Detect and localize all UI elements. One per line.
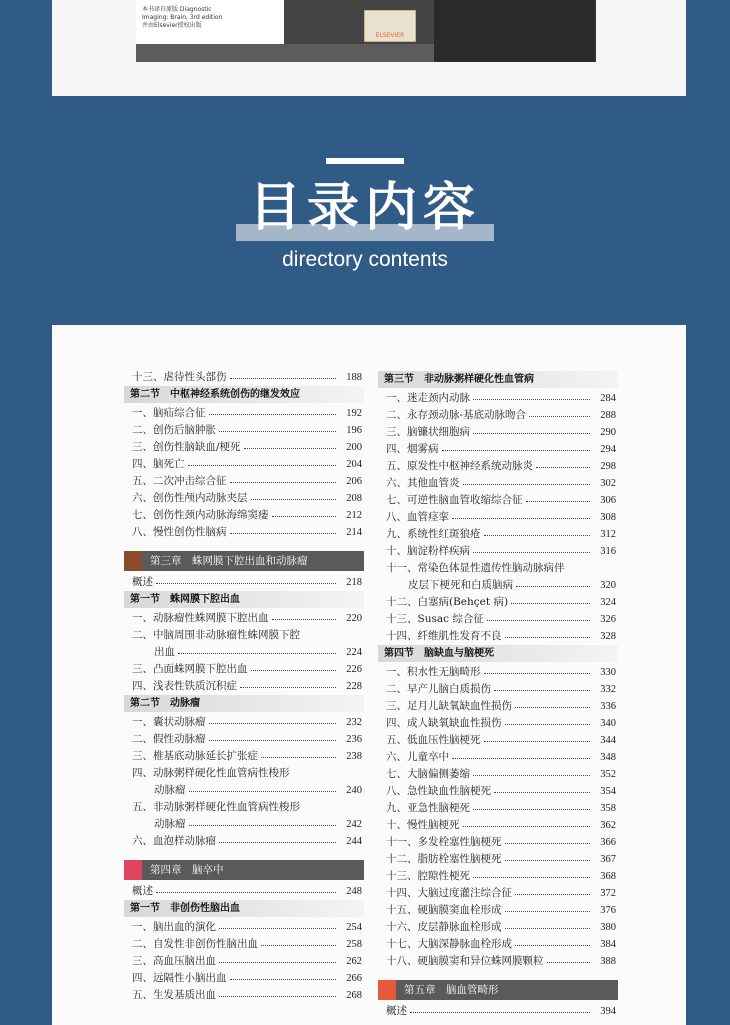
- toc-page-photo: [52, 325, 686, 1025]
- toc-entry-label: 六、儿童卒中: [386, 751, 449, 763]
- toc-leader-dots: [494, 791, 590, 793]
- toc-entry-label: 八、血管痉挛: [386, 511, 449, 523]
- toc-entry-label: 十一、多发栓塞性脑梗死: [386, 836, 502, 848]
- toc-page-number: 308: [600, 512, 616, 523]
- toc-entry-label: 一、动脉瘤性蛛网膜下腔出血: [132, 612, 269, 624]
- toc-entry-label: 十三、腔隙性梗死: [386, 870, 470, 882]
- toc-leader-dots: [452, 517, 590, 519]
- toc-chapter-label: 第三章 蛛网膜下腔出血和动脉瘤: [150, 555, 308, 567]
- toc-page-number: 212: [346, 510, 362, 521]
- toc-page-number: 188: [346, 372, 362, 383]
- toc-leader-dots: [261, 756, 336, 758]
- page-title: 目录内容: [248, 178, 481, 238]
- toc-leader-dots: [189, 790, 336, 792]
- toc-entry-label: 二、中脑周围非动脉瘤性蛛网膜下腔: [132, 629, 300, 641]
- toc-page-number: 218: [346, 577, 362, 588]
- toc-entry: [378, 509, 618, 526]
- toc-page-number: 358: [600, 803, 616, 814]
- toc-page-number: 214: [346, 527, 362, 538]
- toc-entry: [378, 577, 618, 594]
- toc-leader-dots: [219, 995, 336, 997]
- toc-leader-dots: [209, 739, 336, 741]
- book-cover-band: [136, 44, 434, 62]
- toc-section-heading: [124, 591, 364, 608]
- toc-entry-label: 四、脑死亡: [132, 458, 185, 470]
- toc-page-number: 208: [346, 493, 362, 504]
- toc-entry-label: 八、急性缺血性脑梗死: [386, 785, 491, 797]
- toc-leader-dots: [442, 449, 590, 451]
- toc-section-heading: [124, 900, 364, 917]
- toc-leader-dots: [178, 652, 336, 654]
- toc-page-number: 248: [346, 886, 362, 897]
- toc-page-number: 262: [346, 956, 362, 967]
- toc-entry-label: 五、低血压性脑梗死: [386, 734, 481, 746]
- toc-entry-label: 四、远隔性小脑出血: [132, 972, 227, 984]
- toc-entry-label: 四、动脉粥样硬化性血管病性梭形: [132, 767, 290, 779]
- toc-section-heading: [124, 695, 364, 712]
- toc-page-number: 244: [346, 836, 362, 847]
- toc-entry-label: 三、创伤性脑缺血/梗死: [132, 441, 241, 453]
- toc-entry: [124, 507, 364, 524]
- toc-leader-dots: [244, 447, 336, 449]
- toc-entry-label: 七、创伤性颈内动脉海绵窦瘘: [132, 509, 269, 521]
- toc-leader-dots: [505, 859, 590, 861]
- toc-leader-dots: [209, 413, 336, 415]
- toc-entry-label: 三、足月儿缺氧缺血性损伤: [386, 700, 512, 712]
- toc-page-number: 336: [600, 701, 616, 712]
- toc-entry-label: 二、永存颈动脉-基底动脉吻合: [386, 409, 527, 421]
- toc-entry: [124, 936, 364, 953]
- toc-entry: [378, 698, 618, 715]
- toc-entry: [124, 610, 364, 627]
- toc-entry: [124, 524, 364, 541]
- toc-entry: [124, 748, 364, 765]
- toc-entry-label: 五、二次冲击综合征: [132, 475, 227, 487]
- toc-leader-dots: [515, 944, 590, 946]
- toc-entry: [378, 749, 618, 766]
- toc-entry: [124, 678, 364, 695]
- toc-page-number: 266: [346, 973, 362, 984]
- toc-leader-dots: [240, 686, 336, 688]
- toc-entry-label: 二、早产儿脑白质损伤: [386, 683, 491, 695]
- toc-page-number: 384: [600, 939, 616, 950]
- toc-entry: [124, 799, 364, 816]
- toc-entry: [378, 834, 618, 851]
- toc-page-number: 328: [600, 631, 616, 642]
- toc-page-number: 192: [346, 408, 362, 419]
- toc-page-number: 242: [346, 819, 362, 830]
- toc-leader-dots: [487, 619, 590, 621]
- toc-entry-label: 二、假性动脉瘤: [132, 733, 206, 745]
- toc-leader-dots: [473, 876, 590, 878]
- toc-entry: [124, 765, 364, 782]
- toc-leader-dots: [505, 910, 590, 912]
- toc-entry: [378, 475, 618, 492]
- toc-entry-label: 十二、白塞病(Behçet 病): [386, 596, 509, 608]
- toc-entry: [124, 816, 364, 833]
- toc-entry: [378, 766, 618, 783]
- toc-page-number: 288: [600, 410, 616, 421]
- toc-entry: [378, 851, 618, 868]
- toc-entry-label: 十、脑淀粉样疾病: [386, 545, 470, 557]
- toc-leader-dots: [230, 377, 336, 379]
- toc-entry: [378, 783, 618, 800]
- toc-leader-dots: [505, 927, 590, 929]
- toc-leader-dots: [452, 757, 590, 759]
- toc-entry: [124, 953, 364, 970]
- toc-page-number: 238: [346, 751, 362, 762]
- toc-entry: [124, 714, 364, 731]
- toc-entry-label: 六、创伤性颅内动脉夹层: [132, 492, 248, 504]
- toc-entry-label: 十六、皮层静脉血栓形成: [386, 921, 502, 933]
- toc-leader-dots: [251, 498, 336, 500]
- toc-entry: [124, 883, 364, 900]
- toc-leader-dots: [484, 672, 590, 674]
- title-accent-bar: [326, 158, 404, 164]
- toc-entry-label: 二、自发性非创伤性脑出血: [132, 938, 258, 950]
- toc-entry: [124, 661, 364, 678]
- toc-leader-dots: [156, 582, 336, 584]
- toc-entry-label: 概述: [132, 576, 153, 588]
- toc-entry-label: 三、高血压脑出血: [132, 955, 216, 967]
- toc-entry: [124, 473, 364, 490]
- toc-page-number: 200: [346, 442, 362, 453]
- toc-leader-dots: [505, 842, 590, 844]
- toc-leader-dots: [494, 689, 590, 691]
- toc-page-number: 220: [346, 613, 362, 624]
- toc-entry-label: 十、慢性脑梗死: [386, 819, 460, 831]
- toc-leader-dots: [251, 669, 336, 671]
- toc-page-number: 376: [600, 905, 616, 916]
- toc-page-number: 290: [600, 427, 616, 438]
- toc-entry: [378, 594, 618, 611]
- toc-leader-dots: [473, 808, 590, 810]
- toc-entry: [378, 424, 618, 441]
- toc-entry: [378, 390, 618, 407]
- toc-entry-label: 十二、脂肪栓塞性脑梗死: [386, 853, 502, 865]
- toc-entry: [378, 936, 618, 953]
- toc-section-label: 第二节 中枢神经系统创伤的继发效应: [130, 389, 300, 400]
- toc-entry-label: 五、原发性中枢神经系统动脉炎: [386, 460, 533, 472]
- toc-page-number: 380: [600, 922, 616, 933]
- toc-entry: [124, 919, 364, 936]
- toc-entry: [124, 782, 364, 799]
- toc-section-label: 第一节 非创伤性脑出血: [130, 903, 240, 914]
- toc-section-label: 第三节 非动脉粥样硬化性血管病: [384, 374, 534, 385]
- toc-entry-label: 概述: [386, 1005, 407, 1017]
- toc-entry: [124, 574, 364, 591]
- toc-entry-label: 六、其他血管炎: [386, 477, 460, 489]
- toc-leader-dots: [219, 841, 336, 843]
- toc-leader-dots: [272, 515, 336, 517]
- toc-entry: [378, 543, 618, 560]
- toc-page-number: 224: [346, 647, 362, 658]
- toc-leader-dots: [219, 927, 336, 929]
- toc-entry-label: 动脉瘤: [154, 784, 186, 796]
- toc-leader-dots: [219, 961, 336, 963]
- publisher-logo-text: ELSEVIER: [375, 32, 405, 39]
- toc-page-number: 368: [600, 871, 616, 882]
- toc-entry: [124, 644, 364, 661]
- toc-entry: [124, 369, 364, 386]
- toc-entry-label: 动脉瘤: [154, 818, 186, 830]
- toc-entry-label: 五、非动脉粥样硬化性血管病性梭形: [132, 801, 300, 813]
- toc-leader-dots: [272, 618, 336, 620]
- toc-page-number: 236: [346, 734, 362, 745]
- toc-leader-dots: [505, 723, 590, 725]
- toc-leader-dots: [547, 961, 590, 963]
- toc-page-number: 340: [600, 718, 616, 729]
- toc-entry-label: 一、脑疝综合征: [132, 407, 206, 419]
- toc-leader-dots: [156, 891, 336, 893]
- toc-leader-dots: [261, 944, 336, 946]
- toc-entry: [378, 919, 618, 936]
- toc-section-heading: [124, 386, 364, 403]
- toc-entry: [378, 492, 618, 509]
- toc-entry: [124, 456, 364, 473]
- toc-entry: [124, 833, 364, 850]
- toc-entry: [124, 422, 364, 439]
- toc-entry: [378, 611, 618, 628]
- toc-page-number: 258: [346, 939, 362, 950]
- toc-page-number: 196: [346, 425, 362, 436]
- toc-page-number: 326: [600, 614, 616, 625]
- toc-leader-dots: [536, 466, 590, 468]
- toc-leader-dots: [230, 532, 336, 534]
- toc-page-number: 306: [600, 495, 616, 506]
- toc-entry-label: 十五、硬脑膜窦血栓形成: [386, 904, 502, 916]
- toc-page-number: 324: [600, 597, 616, 608]
- toc-page-number: 284: [600, 393, 616, 404]
- toc-section-label: 第四节 脑缺血与脑梗死: [384, 648, 494, 659]
- toc-page-number: 320: [600, 580, 616, 591]
- toc-entry-label: 七、可逆性脑血管收缩综合征: [386, 494, 523, 506]
- toc-entry-label: 五、生发基质出血: [132, 989, 216, 1001]
- toc-entry: [378, 868, 618, 885]
- toc-leader-dots: [529, 415, 590, 417]
- chapter-color-marker: [124, 551, 142, 571]
- toc-entry-label: 出血: [154, 646, 175, 658]
- toc-leader-dots: [473, 432, 590, 434]
- toc-leader-dots: [463, 483, 590, 485]
- toc-entry: [378, 664, 618, 681]
- toc-leader-dots: [484, 740, 590, 742]
- toc-section-label: 第二节 动脉瘤: [130, 698, 200, 709]
- toc-page-number: 332: [600, 684, 616, 695]
- toc-page-number: 204: [346, 459, 362, 470]
- toc-entry: [124, 987, 364, 1004]
- toc-page-number: 362: [600, 820, 616, 831]
- toc-entry: [378, 800, 618, 817]
- toc-leader-dots: [410, 1011, 590, 1013]
- toc-leader-dots: [473, 551, 590, 553]
- toc-entry-label: 七、大脑偏侧萎缩: [386, 768, 470, 780]
- toc-entry-label: 四、烟雾病: [386, 443, 439, 455]
- toc-entry-label: 四、浅表性铁质沉积症: [132, 680, 237, 692]
- toc-leader-dots: [189, 824, 336, 826]
- toc-entry: [378, 1003, 618, 1020]
- toc-page-number: 366: [600, 837, 616, 848]
- toc-entry: [124, 439, 364, 456]
- toc-entry-label: 十八、硬脑膜窦和异位蛛网膜颗粒: [386, 955, 544, 967]
- toc-page-number: 330: [600, 667, 616, 678]
- publisher-logo: [364, 10, 416, 42]
- toc-leader-dots: [473, 398, 590, 400]
- toc-leader-dots: [230, 481, 336, 483]
- toc-page-number: 394: [600, 1006, 616, 1017]
- toc-leader-dots: [219, 430, 336, 432]
- toc-page-number: 367: [600, 854, 616, 865]
- toc-entry-label: 一、脑出血的演化: [132, 921, 216, 933]
- toc-entry: [378, 817, 618, 834]
- toc-page-number: 344: [600, 735, 616, 746]
- toc-page-number: 302: [600, 478, 616, 489]
- toc-entry-label: 三、椎基底动脉延长扩张症: [132, 750, 258, 762]
- toc-page-number: 254: [346, 922, 362, 933]
- toc-entry-label: 十七、大脑深静脉血栓形成: [386, 938, 512, 950]
- toc-leader-dots: [230, 978, 336, 980]
- toc-entry: [124, 627, 364, 644]
- toc-entry-label: 一、积水性无脑畸形: [386, 666, 481, 678]
- toc-chapter-heading: [124, 551, 364, 571]
- toc-section-label: 第一节 蛛网膜下腔出血: [130, 594, 240, 605]
- toc-page-number: 372: [600, 888, 616, 899]
- toc-entry-label: 十三、Susac 综合征: [386, 613, 484, 625]
- toc-entry-label: 皮层下梗死和白质脑病: [408, 579, 513, 591]
- toc-entry: [378, 885, 618, 902]
- toc-chapter-label: 第五章 脑血管畸形: [404, 984, 499, 996]
- toc-entry-label: 一、囊状动脉瘤: [132, 716, 206, 728]
- toc-entry-label: 十四、大脑过度灌注综合征: [386, 887, 512, 899]
- toc-leader-dots: [515, 893, 590, 895]
- toc-entry-label: 九、系统性红斑狼疮: [386, 528, 481, 540]
- chapter-color-marker: [124, 860, 142, 880]
- toc-entry: [378, 902, 618, 919]
- toc-entry-label: 三、脑镰状细胞病: [386, 426, 470, 438]
- toc-entry: [378, 441, 618, 458]
- toc-leader-dots: [463, 825, 590, 827]
- toc-chapter-heading: [124, 860, 364, 880]
- toc-entry: [378, 953, 618, 970]
- toc-leader-dots: [511, 602, 590, 604]
- toc-entry: [378, 628, 618, 645]
- toc-page-number: 240: [346, 785, 362, 796]
- toc-entry: [378, 715, 618, 732]
- toc-entry-label: 十三、虐待性头部伤: [132, 371, 227, 383]
- book-photo: [136, 0, 596, 62]
- toc-entry: [378, 681, 618, 698]
- toc-entry-label: 概述: [132, 885, 153, 897]
- toc-page-number: 298: [600, 461, 616, 472]
- toc-page-number: 206: [346, 476, 362, 487]
- toc-entry-label: 十一、常染色体显性遗传性脑动脉病伴: [386, 562, 565, 574]
- toc-page-number: 348: [600, 752, 616, 763]
- toc-entry-label: 六、血泡样动脉瘤: [132, 835, 216, 847]
- toc-page-number: 312: [600, 529, 616, 540]
- toc-page-number: 232: [346, 717, 362, 728]
- toc-leader-dots: [515, 706, 590, 708]
- toc-page-number: 226: [346, 664, 362, 675]
- toc-entry-label: 九、亚急性脑梗死: [386, 802, 470, 814]
- toc-entry-label: 一、迷走颈内动脉: [386, 392, 470, 404]
- toc-entry: [378, 458, 618, 475]
- toc-page-number: 388: [600, 956, 616, 967]
- toc-chapter-heading: [378, 980, 618, 1000]
- toc-entry-label: 二、创伤后脑肿胀: [132, 424, 216, 436]
- toc-leader-dots: [188, 464, 336, 466]
- toc-leader-dots: [526, 500, 590, 502]
- toc-entry: [124, 970, 364, 987]
- toc-entry-label: 三、凸面蛛网膜下腔出血: [132, 663, 248, 675]
- toc-entry-label: 四、成人缺氧缺血性损伤: [386, 717, 502, 729]
- toc-entry: [378, 560, 618, 577]
- toc-page-number: 354: [600, 786, 616, 797]
- book-spine: [434, 0, 594, 62]
- toc-page-number: 352: [600, 769, 616, 780]
- toc-leader-dots: [516, 585, 590, 587]
- toc-entry: [378, 732, 618, 749]
- toc-entry: [378, 526, 618, 543]
- toc-page-number: 294: [600, 444, 616, 455]
- toc-chapter-label: 第四章 脑卒中: [150, 864, 224, 876]
- page-subtitle: directory contents: [282, 248, 448, 271]
- toc-entry: [124, 731, 364, 748]
- toc-leader-dots: [505, 636, 590, 638]
- toc-page-number: 268: [346, 990, 362, 1001]
- toc-entry: [124, 490, 364, 507]
- toc-leader-dots: [484, 534, 590, 536]
- toc-section-heading: [378, 645, 618, 662]
- toc-page-number: 316: [600, 546, 616, 557]
- toc-leader-dots: [209, 722, 336, 724]
- chapter-color-marker: [378, 980, 396, 1000]
- book-cover-text: 本书译自原版 Diagnostic Imaging: Brain, 3rd edition 并由Elsevier授权出版: [142, 6, 223, 29]
- toc-entry: [378, 407, 618, 424]
- toc-entry: [124, 405, 364, 422]
- toc-leader-dots: [473, 774, 590, 776]
- toc-entry-label: 十四、纤维肌性发育不良: [386, 630, 502, 642]
- toc-section-heading: [378, 371, 618, 388]
- toc-entry-label: 八、慢性创伤性脑病: [132, 526, 227, 538]
- toc-page-number: 228: [346, 681, 362, 692]
